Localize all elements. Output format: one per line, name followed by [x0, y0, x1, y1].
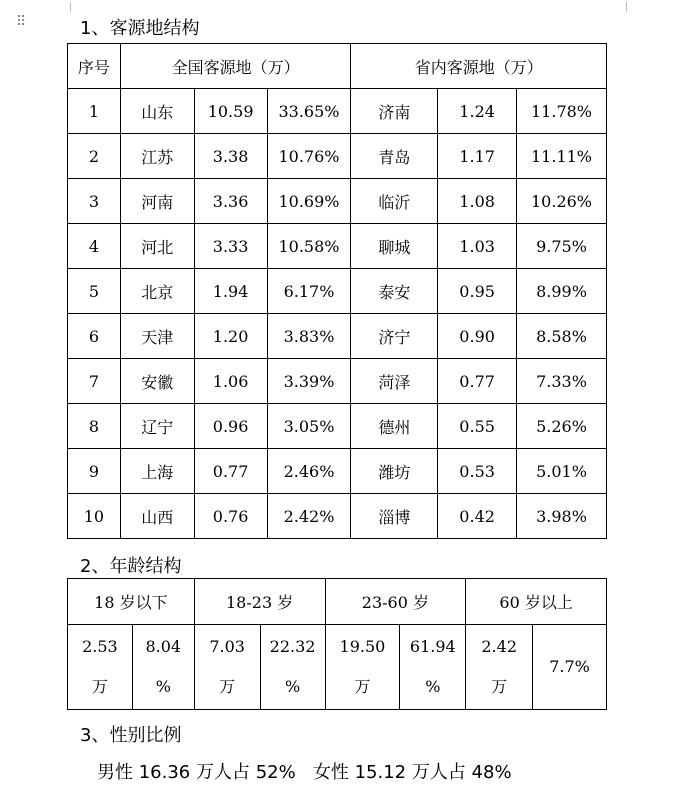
page-corner-mark-left: [60, 2, 71, 12]
city-share-cell: 8.58%: [517, 314, 607, 359]
age-group-label: 60 岁以上: [466, 579, 607, 625]
age-value-unit: %: [425, 677, 441, 696]
row-index-cell: 10: [68, 494, 121, 539]
age-value-cell: [132, 625, 194, 710]
city-count-cell: 0.90: [438, 314, 517, 359]
city-name-cell: 德州: [351, 404, 438, 449]
city-name-cell: 菏泽: [351, 359, 438, 404]
national-count-cell: 10.59: [194, 89, 267, 134]
row-index-cell: 3: [68, 179, 121, 224]
city-name-cell: 潍坊: [351, 449, 438, 494]
province-name-cell: 山东: [120, 89, 194, 134]
age-value-unit: %: [155, 677, 171, 696]
age-value-cell: [325, 625, 400, 710]
city-name-cell: 济宁: [351, 314, 438, 359]
age-value-cell: [260, 625, 325, 710]
drag-handle-icon[interactable]: ⠿: [16, 14, 26, 30]
age-value-number: 19.50: [339, 637, 386, 656]
age-value-number: 7.7%: [549, 657, 590, 676]
header-index: 序号: [68, 44, 121, 89]
page-corner-mark-right: [626, 2, 637, 12]
national-share-cell: 33.65%: [267, 89, 351, 134]
city-share-cell: 3.98%: [517, 494, 607, 539]
age-value-cell: [533, 625, 607, 710]
national-count-cell: 3.38: [194, 134, 267, 179]
header-national-origin: 全国客源地（万）: [120, 44, 351, 89]
city-share-cell: 7.33%: [517, 359, 607, 404]
national-share-cell: 6.17%: [267, 269, 351, 314]
province-name-cell: 天津: [120, 314, 194, 359]
table-row: [68, 224, 607, 269]
row-index-cell: 5: [68, 269, 121, 314]
age-value-cell: [194, 625, 260, 710]
national-share-cell: 10.76%: [267, 134, 351, 179]
national-count-cell: 3.36: [194, 179, 267, 224]
age-value-number: 22.32: [269, 637, 316, 656]
city-count-cell: 1.24: [438, 89, 517, 134]
heading-origin-structure: 1、客源地结构: [80, 18, 200, 39]
city-name-cell: 聊城: [351, 224, 438, 269]
age-table: [67, 578, 607, 710]
province-name-cell: 山西: [120, 494, 194, 539]
table-row: [68, 494, 607, 539]
header-province-origin: 省内客源地（万）: [351, 44, 607, 89]
age-value-cell: [466, 625, 533, 710]
province-name-cell: 江苏: [120, 134, 194, 179]
city-share-cell: 5.26%: [517, 404, 607, 449]
national-share-cell: 2.46%: [267, 449, 351, 494]
age-value-cell: [400, 625, 466, 710]
row-index-cell: 6: [68, 314, 121, 359]
city-count-cell: 0.55: [438, 404, 517, 449]
national-count-cell: 1.06: [194, 359, 267, 404]
national-share-cell: 3.83%: [267, 314, 351, 359]
gender-ratio-text: 男性 16.36 万人占 52% 女性 15.12 万人占 48%: [97, 762, 512, 783]
age-group-label: 18 岁以下: [68, 579, 195, 625]
row-index-cell: 2: [68, 134, 121, 179]
national-share-cell: 10.69%: [267, 179, 351, 224]
table-row: [68, 449, 607, 494]
table-row: [68, 269, 607, 314]
national-share-cell: 3.39%: [267, 359, 351, 404]
table-row: [68, 314, 607, 359]
national-share-cell: 10.58%: [267, 224, 351, 269]
city-count-cell: 0.77: [438, 359, 517, 404]
province-name-cell: 河南: [120, 179, 194, 224]
age-value-number: 2.53: [82, 637, 118, 656]
age-value-unit: 万: [354, 677, 371, 696]
table-row: [68, 404, 607, 449]
province-name-cell: 河北: [120, 224, 194, 269]
city-share-cell: 11.78%: [517, 89, 607, 134]
age-value-cell: [68, 625, 133, 710]
province-name-cell: 北京: [120, 269, 194, 314]
city-name-cell: 临沂: [351, 179, 438, 224]
national-count-cell: 0.76: [194, 494, 267, 539]
city-count-cell: 1.03: [438, 224, 517, 269]
city-share-cell: 11.11%: [517, 134, 607, 179]
national-share-cell: 2.42%: [267, 494, 351, 539]
origin-table: [67, 43, 607, 539]
province-name-cell: 上海: [120, 449, 194, 494]
province-name-cell: 辽宁: [120, 404, 194, 449]
city-share-cell: 8.99%: [517, 269, 607, 314]
age-value-unit: 万: [91, 677, 108, 696]
city-share-cell: 10.26%: [517, 179, 607, 224]
national-share-cell: 3.05%: [267, 404, 351, 449]
national-count-cell: 0.77: [194, 449, 267, 494]
row-index-cell: 1: [68, 89, 121, 134]
age-group-row: [68, 579, 607, 625]
city-share-cell: 9.75%: [517, 224, 607, 269]
row-index-cell: 8: [68, 404, 121, 449]
national-count-cell: 0.96: [194, 404, 267, 449]
row-index-cell: 9: [68, 449, 121, 494]
city-name-cell: 青岛: [351, 134, 438, 179]
age-value-unit: %: [284, 677, 301, 696]
heading-age-structure: 2、年龄结构: [80, 556, 182, 577]
city-count-cell: 0.53: [438, 449, 517, 494]
city-count-cell: 0.42: [438, 494, 517, 539]
age-group-label: 18-23 岁: [194, 579, 325, 625]
age-value-row: [68, 625, 607, 710]
heading-gender-ratio: 3、性别比例: [80, 725, 182, 746]
city-share-cell: 5.01%: [517, 449, 607, 494]
age-value-unit: 万: [491, 677, 508, 696]
age-value-number: 7.03: [209, 637, 245, 656]
table-row: [68, 179, 607, 224]
age-value-number: 61.94: [409, 637, 456, 656]
age-value-number: 8.04: [145, 637, 182, 656]
table-row: [68, 89, 607, 134]
city-name-cell: 济南: [351, 89, 438, 134]
age-group-label: 23-60 岁: [325, 579, 466, 625]
city-name-cell: 淄博: [351, 494, 438, 539]
city-count-cell: 0.95: [438, 269, 517, 314]
province-name-cell: 安徽: [120, 359, 194, 404]
national-count-cell: 1.20: [194, 314, 267, 359]
national-count-cell: 1.94: [194, 269, 267, 314]
city-count-cell: 1.08: [438, 179, 517, 224]
age-value-unit: 万: [219, 677, 236, 696]
table-header-row: [68, 44, 607, 89]
city-name-cell: 泰安: [351, 269, 438, 314]
city-count-cell: 1.17: [438, 134, 517, 179]
row-index-cell: 7: [68, 359, 121, 404]
row-index-cell: 4: [68, 224, 121, 269]
table-row: [68, 359, 607, 404]
national-count-cell: 3.33: [194, 224, 267, 269]
age-value-number: 2.42: [481, 637, 517, 656]
table-row: [68, 134, 607, 179]
